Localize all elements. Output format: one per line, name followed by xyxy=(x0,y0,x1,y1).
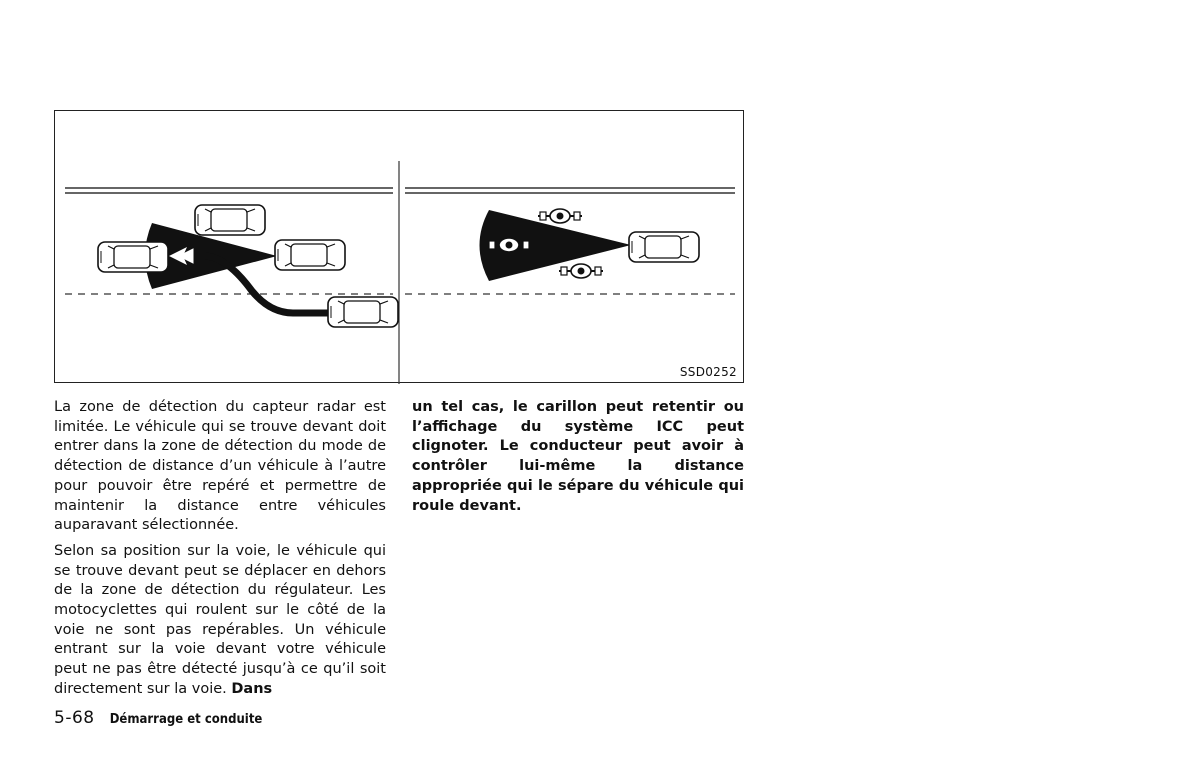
radar-detection-figure xyxy=(54,110,744,383)
radar-diagram xyxy=(55,111,745,384)
figure-code: SSD0252 xyxy=(679,365,737,379)
merging-car xyxy=(328,297,398,327)
paragraph: La zone de détection du capteur radar est limitée. Le véhicule qui se trouve devant doit entrer dans la zone de détection du mode de détection de distance d’un véhicule à l’autre pour pouvoir être repéré et permettre de maintenir la distance entre véhicules auparavant sélectionnée. xyxy=(54,399,386,534)
paragraph: Selon sa position sur la voie, le véhicule qui se trouve devant peut se déplacer en dehors de la zone de détection du régulateur. Les motocyclettes qui roulent sur le côté de la voie ne sont pas repérables. Un véhicule entrant sur la voie devant votre véhicule peut ne pas être détecté jusqu’à ce qu’il soit directement sur la voie. Dans xyxy=(54,542,386,697)
other-car xyxy=(195,205,265,235)
section-title: Démarrage et conduite xyxy=(109,712,263,727)
right-panel xyxy=(405,188,735,294)
right-text-column xyxy=(412,398,744,522)
motorcycle-bottom xyxy=(559,264,603,278)
page-footer xyxy=(54,708,262,728)
car-ahead xyxy=(275,240,345,270)
left-text-column xyxy=(54,398,386,706)
own-car xyxy=(629,232,699,262)
paragraph: un tel cas, le carillon peut retentir ou l’affichage du système ICC peut clignoter. Le conducteur peut avoir à contrôler lui-même la distance appropriée qui le sépare du véhicule qui roule devant. xyxy=(412,399,744,514)
motorcycle-top xyxy=(538,209,582,223)
left-panel xyxy=(65,188,398,327)
page-number: 5-68 xyxy=(54,708,95,728)
own-car xyxy=(98,242,168,272)
bold-tail: Dans xyxy=(231,680,273,697)
